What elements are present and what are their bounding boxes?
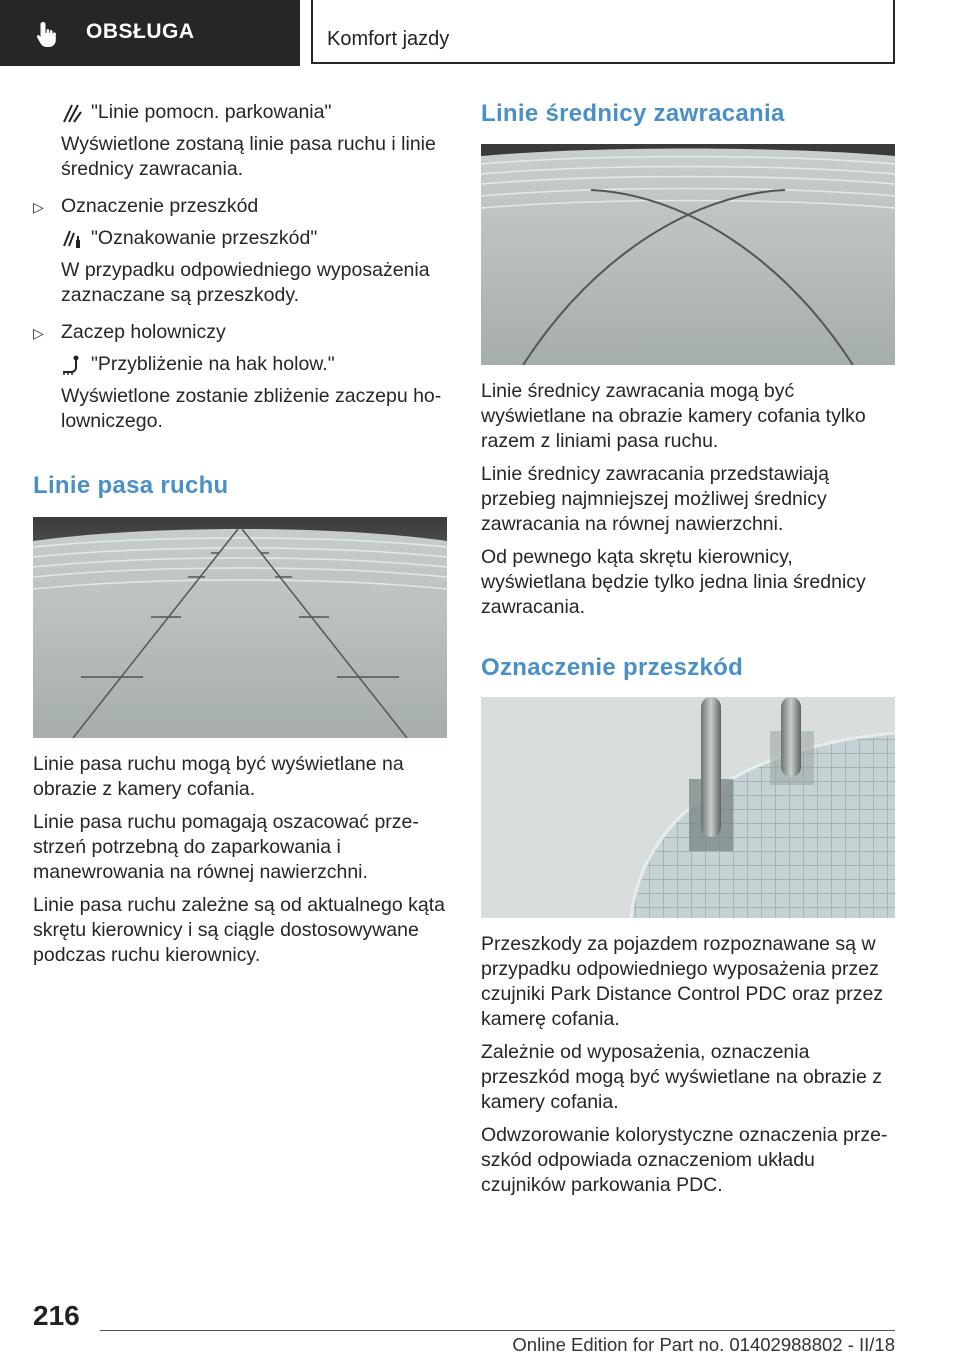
obstacle-paragraph-1: Przeszkody za pojazdem rozpoznawane są w przypadku odpowiedniego wyposażenia przez czujniki Park Distance Control PDC oraz przez kamerę cofania. xyxy=(481,933,884,1030)
item2-label: "Oznakowanie przeszkód" xyxy=(91,227,318,249)
item1-description: Wyświetlone zostaną linie pasa ruchu i linie średnicy zawracania. xyxy=(61,133,436,180)
section-title-lane-lines: Linie pasa ruchu xyxy=(33,472,229,499)
tow-hitch-icon xyxy=(61,354,83,376)
triangle-bullet-icon: ▷ xyxy=(33,199,44,215)
chapter-title: Komfort jazdy xyxy=(327,28,450,50)
turning-circle-lines-image xyxy=(481,144,895,365)
turning-circle-paragraph-2: Linie średnicy zawracania przedstawiają przebieg najmniejszej możliwej średnicy zawracania na równej nawierzchni. xyxy=(481,463,829,535)
item2-description: W przypadku odpowiedniego wyposażenia zaznaczane są przeszkody. xyxy=(61,259,430,306)
section-title-turning-circle: Linie średnicy zawracania xyxy=(481,100,785,127)
hand-pointer-icon xyxy=(32,18,64,50)
turning-circle-paragraph-1: Linie średnicy zawracania mogą być wyświetlane na obrazie kamery cofania tylko razem z liniami pasa ruchu. xyxy=(481,380,866,452)
item3-label: "Przybliżenie na hak holow." xyxy=(91,353,335,375)
lane-lines-image xyxy=(33,517,447,738)
page-header xyxy=(0,0,960,66)
page-number: 216 xyxy=(33,1300,80,1331)
parking-lines-icon xyxy=(61,102,83,124)
item3-description: Wyświetlone zostanie zbliżenie zaczepu holowniczego. xyxy=(61,385,442,432)
chapter-box xyxy=(311,0,895,64)
section-tab xyxy=(0,0,300,66)
bullet-tow-hitch-title: Zaczep holowniczy xyxy=(61,321,226,343)
obstacle-paragraph-3: Odwzorowanie kolorystyczne oznaczenia przeszkód odpowiada oznaczeniom układu czujników parkowania PDC. xyxy=(481,1124,888,1196)
section-tab-label: OBSŁUGA xyxy=(86,20,195,43)
turning-circle-paragraph-3: Od pewnego kąta skrętu kierownicy, wyświetlana będzie tylko jedna linia średnicy zawracania. xyxy=(481,546,866,618)
triangle-bullet-icon: ▷ xyxy=(33,325,44,341)
footer-edition: Online Edition for Part no. 01402988802 - II/18 xyxy=(512,1334,895,1355)
lane-lines-paragraph-1: Linie pasa ruchu mogą być wyświetlane na obrazie z kamery cofania. xyxy=(33,753,404,800)
left-column xyxy=(33,100,447,976)
obstacle-paragraph-2: Zależnie od wyposażenia, oznaczenia przeszkód mogą być wyświetlane na obrazie z kamery cofania. xyxy=(481,1041,883,1113)
section-title-obstacle-marking: Oznaczenie przeszkód xyxy=(481,654,744,681)
lane-lines-paragraph-2: Linie pasa ruchu pomagają oszacować przestrzeń potrzebną do zaparkowania i manewrowania na równej nawierzchni. xyxy=(33,811,419,883)
bullet-obstacle-title: Oznaczenie przeszkód xyxy=(61,195,259,217)
footer-divider xyxy=(100,1330,895,1331)
lane-lines-paragraph-3: Linie pasa ruchu zależne są od aktualnego kąta skrętu kierownicy i są ciągle dostosowywane podczas ruchu kierownicy. xyxy=(33,894,445,966)
right-column xyxy=(481,100,895,1206)
item1-label: "Linie pomocn. parkowania" xyxy=(91,101,332,123)
obstacle-marking-icon xyxy=(61,228,83,250)
obstacle-marking-image xyxy=(481,697,895,918)
